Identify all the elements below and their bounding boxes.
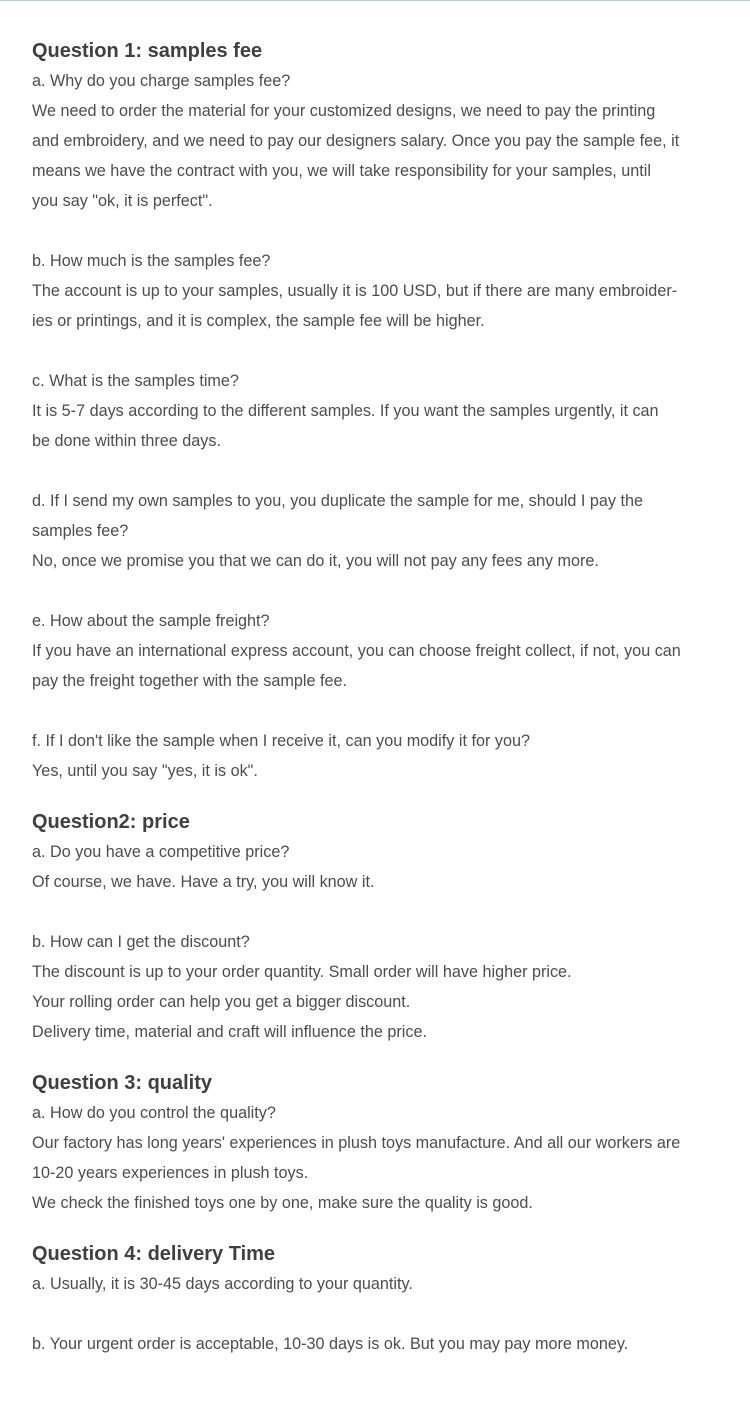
faq-question-line: c. What is the samples time? (32, 372, 239, 390)
section-heading: Question 4: delivery Time (32, 1243, 276, 1265)
faq-answer-line: ies or printings, and it is complex, the sample fee will be higher. (32, 312, 485, 330)
faq-item (32, 606, 722, 696)
faq-section (32, 1068, 722, 1218)
top-divider (0, 0, 750, 1)
faq-answer-line: No, once we promise you that we can do it, you will not pay any fees any more. (32, 552, 599, 570)
faq-section (32, 807, 722, 1047)
faq-answer-line: you say "ok, it is perfect". (32, 192, 213, 210)
faq-item (32, 366, 722, 456)
faq-answer-line: If you have an international express account, you can choose freight collect, if not, you can (32, 642, 681, 660)
faq-answer-line: Your rolling order can help you get a bigger discount. (32, 993, 411, 1011)
faq-item (32, 66, 722, 216)
faq-item (32, 1269, 722, 1299)
section-heading: Question 3: quality (32, 1072, 213, 1094)
faq-answer-line: Of course, we have. Have a try, you will know it. (32, 873, 375, 891)
faq-section (32, 36, 722, 786)
faq-document (32, 36, 722, 1359)
faq-item (32, 927, 722, 1047)
faq-item (32, 1098, 722, 1218)
faq-item (32, 837, 722, 897)
faq-answer-line: We check the finished toys one by one, make sure the quality is good. (32, 1194, 533, 1212)
faq-question-line: b. How can I get the discount? (32, 933, 250, 951)
faq-question-line: e. How about the sample freight? (32, 612, 270, 630)
faq-answer-line: It is 5-7 days according to the different samples. If you want the samples urgently, it can (32, 402, 659, 420)
section-heading: Question2: price (32, 811, 190, 833)
faq-answer-line: Yes, until you say "yes, it is ok". (32, 762, 258, 780)
faq-answer-line: 10-20 years experiences in plush toys. (32, 1164, 309, 1182)
section-heading: Question 1: samples fee (32, 40, 263, 62)
faq-answer-line: Delivery time, material and craft will influence the price. (32, 1023, 427, 1041)
faq-answer-line: samples fee? (32, 522, 129, 540)
faq-question-line: b. How much is the samples fee? (32, 252, 271, 270)
faq-section (32, 1239, 722, 1359)
faq-item (32, 1329, 722, 1359)
faq-answer-line: and embroidery, and we need to pay our designers salary. Once you pay the sample fee, it (32, 132, 680, 150)
faq-answer-line: pay the freight together with the sample fee. (32, 672, 347, 690)
faq-item (32, 246, 722, 336)
faq-question-line: b. Your urgent order is acceptable, 10-30 days is ok. But you may pay more money. (32, 1335, 629, 1353)
faq-answer-line: The discount is up to your order quantity. Small order will have higher price. (32, 963, 572, 981)
faq-item (32, 486, 722, 576)
faq-question-line: f. If I don't like the sample when I receive it, can you modify it for you? (32, 732, 530, 750)
faq-answer-line: be done within three days. (32, 432, 221, 450)
faq-item (32, 726, 722, 786)
faq-question-line: a. Why do you charge samples fee? (32, 72, 291, 90)
faq-answer-line: means we have the contract with you, we will take responsibility for your samples, until (32, 162, 651, 180)
faq-answer-line: We need to order the material for your customized designs, we need to pay the printing (32, 102, 656, 120)
faq-question-line: a. Usually, it is 30-45 days according to your quantity. (32, 1275, 413, 1293)
faq-question-line: a. How do you control the quality? (32, 1104, 276, 1122)
faq-answer-line: The account is up to your samples, usually it is 100 USD, but if there are many embroider- (32, 282, 678, 300)
faq-question-line: a. Do you have a competitive price? (32, 843, 290, 861)
faq-answer-line: Our factory has long years' experiences in plush toys manufacture. And all our workers are (32, 1134, 681, 1152)
faq-question-line: d. If I send my own samples to you, you duplicate the sample for me, should I pay the (32, 492, 643, 510)
